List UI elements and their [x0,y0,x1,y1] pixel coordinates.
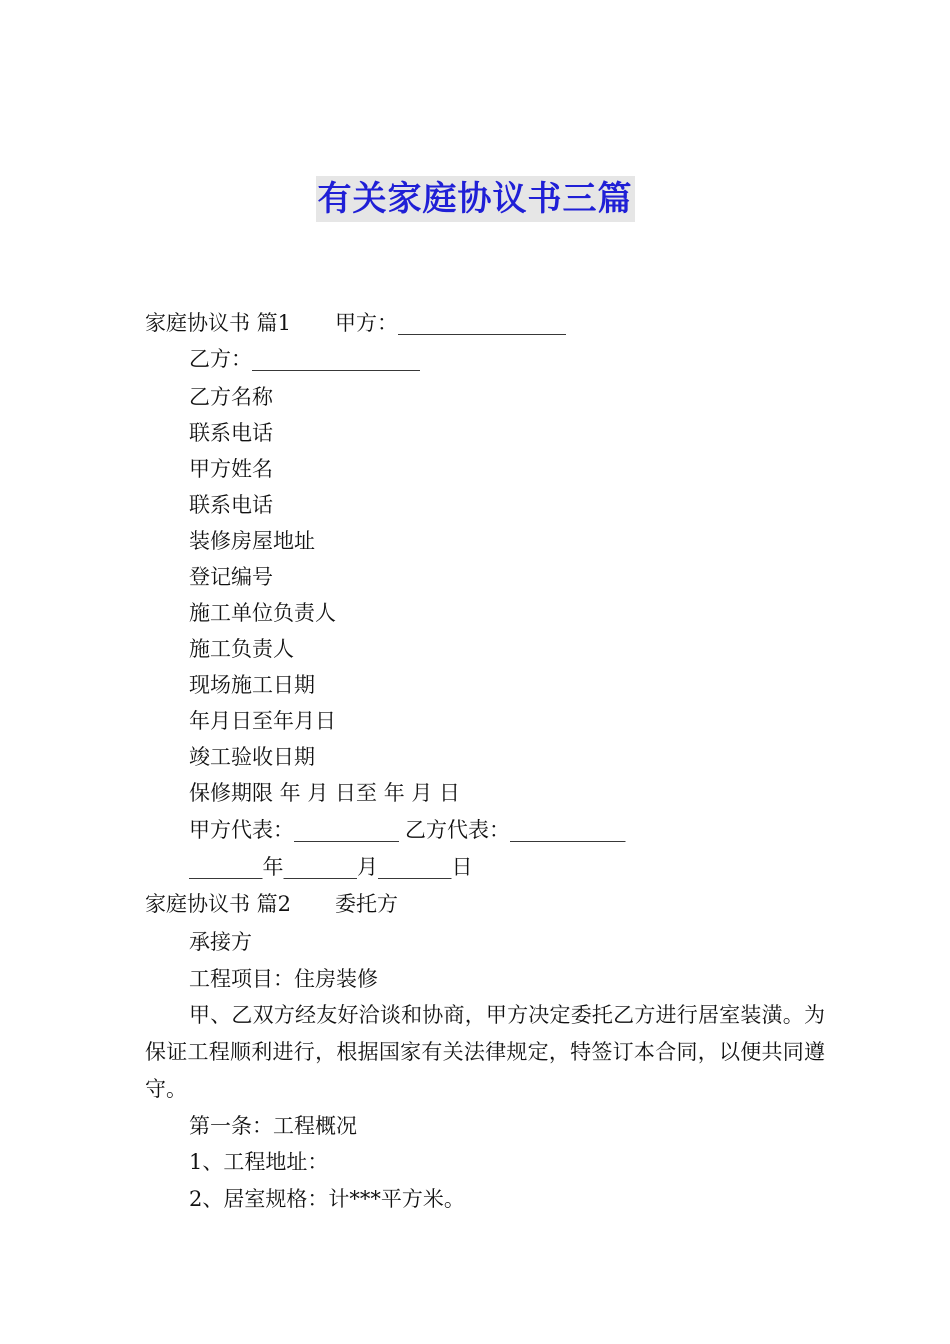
rep-a-field: 甲方代表：__________ [189,818,399,842]
document-title: 有关家庭协议书三篇 [316,176,635,222]
client-label: 委托方 [335,892,399,916]
section2-heading: 家庭协议书 篇2 [145,892,292,916]
list-item: 装修房屋地址 [189,529,315,553]
section2-heading-line [145,889,398,919]
list-item: 年月日至年月日 [189,709,336,733]
article1-heading: 第一条：工程概况 [189,1114,357,1138]
list-item: 登记编号 [189,565,273,589]
section1-heading: 家庭协议书 篇1 [145,311,292,335]
list-item: 保修期限 年 月 日至 年 月 日 [189,781,461,805]
party-b-field: 乙方：________________ [189,347,420,371]
list-item: 1、工程地址： [189,1150,329,1174]
list-item: 联系电话 [189,421,273,445]
list-item: 联系电话 [189,493,273,517]
title-wrap [0,176,950,222]
list-item: 乙方名称 [189,385,273,409]
date-line: _______年_______月_______日 [189,855,473,879]
list-item: 现场施工日期 [189,673,315,697]
intro-paragraph: 甲、乙双方经友好洽谈和协商，甲方决定委托乙方进行居室装潢。为保证工程顺利进行，根据国家有关法律规定，特签订本合同，以便共同遵守。 [145,1003,825,1101]
rep-b-field: 乙方代表：___________ [405,818,626,842]
list-item: 施工负责人 [189,637,294,661]
project-line: 工程项目：住房装修 [189,967,378,991]
contractor-label: 承接方 [189,930,252,954]
list-item: 施工单位负责人 [189,601,336,625]
list-item: 竣工验收日期 [189,745,315,769]
list-item: 甲方姓名 [189,457,273,481]
list-item: 2、居室规格：计***平方米。 [189,1187,465,1211]
section1-heading-line [145,308,566,338]
party-a-field: 甲方：________________ [335,311,567,335]
representatives-line [189,815,626,845]
